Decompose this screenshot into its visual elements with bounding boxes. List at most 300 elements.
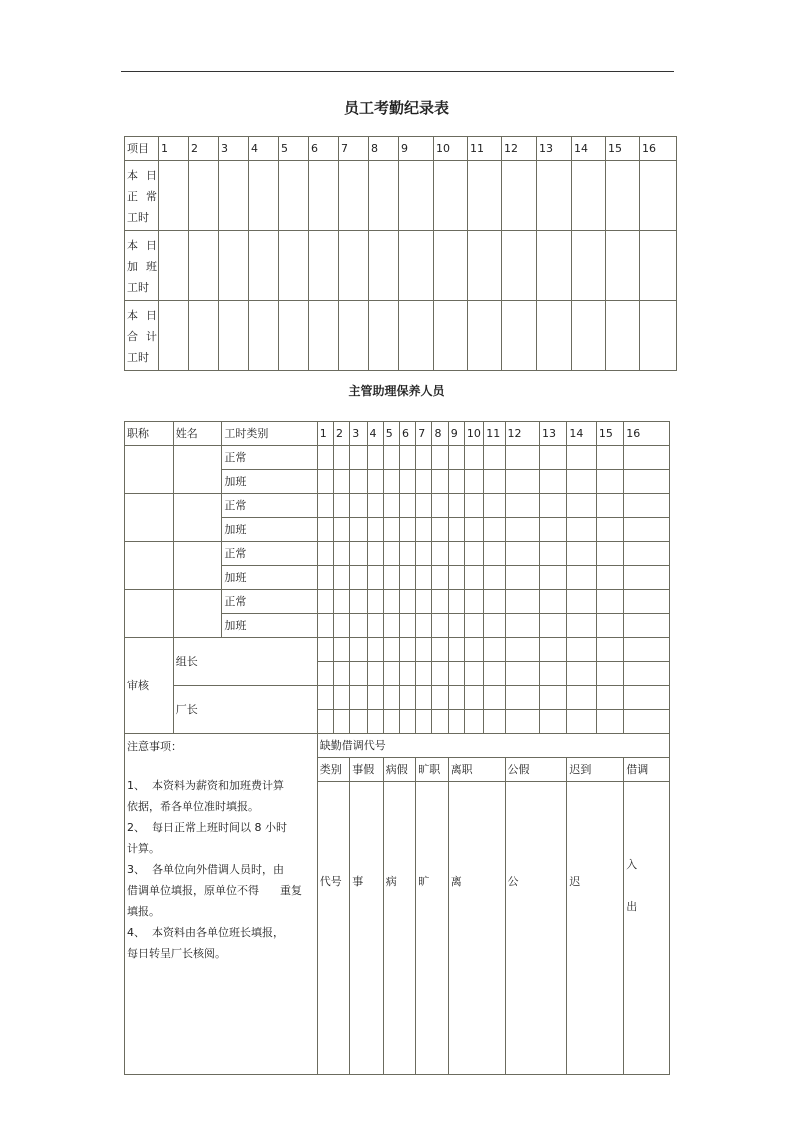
entry-cell[interactable] (383, 710, 399, 734)
entry-cell[interactable] (369, 161, 399, 231)
entry-cell[interactable] (505, 518, 540, 542)
entry-cell[interactable] (464, 662, 483, 686)
entry-cell[interactable] (572, 301, 606, 371)
entry-cell[interactable] (317, 470, 333, 494)
entry-cell[interactable] (350, 662, 367, 686)
entry-cell[interactable] (624, 710, 670, 734)
entry-cell[interactable] (249, 161, 279, 231)
entry-cell[interactable] (334, 686, 350, 710)
entry-cell[interactable] (432, 710, 448, 734)
entry-cell[interactable] (416, 566, 432, 590)
entry-cell[interactable] (159, 301, 189, 371)
entry-cell[interactable] (416, 470, 432, 494)
day-header: 8 (369, 137, 399, 161)
entry-cell[interactable] (350, 542, 367, 566)
entry-cell[interactable] (249, 231, 279, 301)
entry-cell[interactable] (464, 542, 483, 566)
entry-cell[interactable] (434, 231, 468, 301)
entry-cell[interactable] (309, 301, 339, 371)
entry-cell[interactable] (606, 231, 640, 301)
entry-cell[interactable] (624, 518, 670, 542)
type-normal: 正常 (222, 446, 317, 470)
entry-cell[interactable] (537, 161, 572, 231)
entry-cell[interactable] (367, 710, 383, 734)
entry-cell[interactable] (317, 638, 333, 662)
day-header: 10 (434, 137, 468, 161)
entry-cell[interactable] (317, 710, 333, 734)
entry-cell[interactable] (334, 446, 350, 470)
name-cell[interactable] (173, 446, 222, 494)
entry-cell[interactable] (596, 662, 623, 686)
entry-cell[interactable] (432, 446, 448, 470)
entry-cell[interactable] (624, 494, 670, 518)
entry-cell[interactable] (572, 161, 606, 231)
entry-cell[interactable] (505, 446, 540, 470)
entry-cell[interactable] (567, 590, 596, 614)
notes-heading: 注意事项： (127, 740, 182, 753)
entry-cell[interactable] (350, 710, 367, 734)
entry-cell[interactable] (567, 662, 596, 686)
entry-cell[interactable] (484, 542, 505, 566)
entry-cell[interactable] (464, 710, 483, 734)
entry-cell[interactable] (624, 542, 670, 566)
entry-cell[interactable] (567, 638, 596, 662)
entry-cell[interactable] (624, 686, 670, 710)
entry-cell[interactable] (567, 686, 596, 710)
title-cell[interactable] (125, 446, 174, 494)
entry-cell[interactable] (432, 614, 448, 638)
entry-cell[interactable] (432, 662, 448, 686)
entry-cell[interactable] (540, 542, 567, 566)
entry-cell[interactable] (502, 301, 537, 371)
entry-cell[interactable] (567, 710, 596, 734)
entry-cell[interactable] (350, 518, 367, 542)
entry-cell[interactable] (399, 686, 415, 710)
entry-cell[interactable] (505, 470, 540, 494)
entry-cell[interactable] (448, 446, 464, 470)
entry-cell[interactable] (567, 566, 596, 590)
header-name: 姓名 (173, 422, 222, 446)
entry-cell[interactable] (596, 494, 623, 518)
category-sick: 病假 (383, 758, 415, 782)
entry-cell[interactable] (624, 566, 670, 590)
title-cell[interactable] (125, 542, 174, 590)
entry-cell[interactable] (350, 566, 367, 590)
type-overtime: 加班 (222, 470, 317, 494)
type-overtime: 加班 (222, 566, 317, 590)
day-header: 16 (640, 137, 677, 161)
entry-cell[interactable] (484, 614, 505, 638)
notes-cell (125, 734, 318, 1075)
table-row (125, 301, 677, 371)
entry-cell[interactable] (505, 542, 540, 566)
entry-cell[interactable] (399, 662, 415, 686)
entry-cell[interactable] (464, 590, 483, 614)
entry-cell[interactable] (334, 662, 350, 686)
entry-cell[interactable] (399, 470, 415, 494)
header-title: 职称 (125, 422, 174, 446)
entry-cell[interactable] (416, 494, 432, 518)
table-row (125, 686, 670, 710)
type-normal: 正常 (222, 494, 317, 518)
entry-cell[interactable] (219, 231, 249, 301)
entry-cell[interactable] (367, 614, 383, 638)
day-header: 12 (502, 137, 537, 161)
entry-cell[interactable] (383, 638, 399, 662)
entry-cell[interactable] (383, 518, 399, 542)
entry-cell[interactable] (640, 231, 677, 301)
category-late: 迟到 (567, 758, 624, 782)
entry-cell[interactable] (334, 614, 350, 638)
entry-cell[interactable] (540, 638, 567, 662)
entry-cell[interactable] (367, 542, 383, 566)
entry-cell[interactable] (416, 686, 432, 710)
entry-cell[interactable] (505, 590, 540, 614)
title-cell[interactable] (125, 494, 174, 542)
note-line: 借调单位填报，原单位不得 重复 (127, 884, 302, 897)
entry-cell[interactable] (502, 161, 537, 231)
entry-cell[interactable] (159, 161, 189, 231)
entry-cell[interactable] (399, 446, 415, 470)
entry-cell[interactable] (540, 494, 567, 518)
entry-cell[interactable] (624, 590, 670, 614)
type-overtime: 加班 (222, 614, 317, 638)
entry-cell[interactable] (369, 301, 399, 371)
entry-cell[interactable] (383, 542, 399, 566)
entry-cell[interactable] (484, 710, 505, 734)
entry-cell[interactable] (640, 161, 677, 231)
table-row (125, 161, 677, 231)
entry-cell[interactable] (399, 638, 415, 662)
entry-cell[interactable] (339, 161, 369, 231)
entry-cell[interactable] (464, 494, 483, 518)
entry-cell[interactable] (279, 231, 309, 301)
entry-cell[interactable] (399, 494, 415, 518)
entry-cell[interactable] (189, 161, 219, 231)
category-leave: 事假 (350, 758, 383, 782)
entry-cell[interactable] (432, 590, 448, 614)
entry-cell[interactable] (249, 301, 279, 371)
row-label-line: 工时 (127, 351, 149, 364)
name-cell[interactable] (173, 494, 222, 542)
day-header: 3 (350, 422, 367, 446)
day-header: 2 (189, 137, 219, 161)
entry-cell[interactable] (596, 446, 623, 470)
name-cell[interactable] (173, 542, 222, 590)
entry-cell[interactable] (317, 590, 333, 614)
entry-cell[interactable] (416, 590, 432, 614)
entry-cell[interactable] (367, 446, 383, 470)
entry-cell[interactable] (448, 614, 464, 638)
entry-cell[interactable] (367, 590, 383, 614)
header-rule (121, 71, 674, 72)
entry-cell[interactable] (317, 494, 333, 518)
entry-cell[interactable] (596, 638, 623, 662)
entry-cell[interactable] (399, 301, 434, 371)
entry-cell[interactable] (350, 686, 367, 710)
day-header: 14 (572, 137, 606, 161)
entry-cell[interactable] (606, 301, 640, 371)
entry-cell[interactable] (317, 542, 333, 566)
entry-cell[interactable] (383, 614, 399, 638)
entry-cell[interactable] (159, 231, 189, 301)
entry-cell[interactable] (464, 470, 483, 494)
entry-cell[interactable] (624, 662, 670, 686)
entry-cell[interactable] (334, 542, 350, 566)
entry-cell[interactable] (399, 566, 415, 590)
entry-cell[interactable] (350, 614, 367, 638)
entry-cell[interactable] (624, 638, 670, 662)
entry-cell[interactable] (540, 590, 567, 614)
entry-cell[interactable] (448, 470, 464, 494)
entry-cell[interactable] (317, 518, 333, 542)
entry-cell[interactable] (464, 614, 483, 638)
entry-cell[interactable] (367, 686, 383, 710)
entry-cell[interactable] (432, 566, 448, 590)
entry-cell[interactable] (334, 710, 350, 734)
entry-cell[interactable] (505, 638, 540, 662)
entry-cell[interactable] (432, 686, 448, 710)
entry-cell[interactable] (505, 710, 540, 734)
entry-cell[interactable] (432, 542, 448, 566)
entry-cell[interactable] (448, 590, 464, 614)
entry-cell[interactable] (464, 446, 483, 470)
entry-cell[interactable] (464, 638, 483, 662)
entry-cell[interactable] (540, 710, 567, 734)
entry-cell[interactable] (399, 161, 434, 231)
entry-cell[interactable] (596, 710, 623, 734)
entry-cell[interactable] (572, 231, 606, 301)
day-header: 16 (624, 422, 670, 446)
entry-cell[interactable] (464, 686, 483, 710)
entry-cell[interactable] (383, 494, 399, 518)
entry-cell[interactable] (383, 686, 399, 710)
code-official: 公 (505, 782, 567, 1075)
entry-cell[interactable] (567, 614, 596, 638)
entry-cell[interactable] (505, 566, 540, 590)
entry-cell[interactable] (317, 662, 333, 686)
entry-cell[interactable] (383, 566, 399, 590)
entry-cell[interactable] (624, 470, 670, 494)
entry-cell[interactable] (416, 614, 432, 638)
title-cell[interactable] (125, 590, 174, 638)
day-header: 4 (249, 137, 279, 161)
day-header: 2 (334, 422, 350, 446)
day-header: 5 (383, 422, 399, 446)
entry-cell[interactable] (537, 231, 572, 301)
entry-cell[interactable] (350, 638, 367, 662)
note-line: 4、 本资料由各单位班长填报， (127, 926, 284, 939)
table-row (125, 446, 670, 470)
notes-list (127, 775, 315, 964)
entry-cell[interactable] (448, 566, 464, 590)
entry-cell[interactable] (334, 518, 350, 542)
entry-cell[interactable] (567, 470, 596, 494)
entry-cell[interactable] (448, 662, 464, 686)
note-line: 依据，希各单位准时填报。 (127, 800, 259, 813)
entry-cell[interactable] (434, 301, 468, 371)
entry-cell[interactable] (468, 301, 502, 371)
entry-cell[interactable] (484, 638, 505, 662)
entry-cell[interactable] (399, 518, 415, 542)
entry-cell[interactable] (334, 566, 350, 590)
entry-cell[interactable] (339, 301, 369, 371)
entry-cell[interactable] (540, 446, 567, 470)
entry-cell[interactable] (505, 614, 540, 638)
entry-cell[interactable] (416, 662, 432, 686)
entry-cell[interactable] (339, 231, 369, 301)
row-label-line: 合计 (127, 330, 157, 343)
entry-cell[interactable] (334, 638, 350, 662)
entry-cell[interactable] (540, 662, 567, 686)
day-header: 6 (399, 422, 415, 446)
entry-cell[interactable] (596, 470, 623, 494)
entry-cell[interactable] (567, 446, 596, 470)
day-header: 7 (339, 137, 369, 161)
row-label (125, 231, 159, 301)
category-official: 公假 (505, 758, 567, 782)
entry-cell[interactable] (383, 590, 399, 614)
name-cell[interactable] (173, 590, 222, 638)
entry-cell[interactable] (416, 542, 432, 566)
day-header: 4 (367, 422, 383, 446)
entry-cell[interactable] (317, 566, 333, 590)
entry-cell[interactable] (383, 470, 399, 494)
entry-cell[interactable] (189, 301, 219, 371)
entry-cell[interactable] (484, 494, 505, 518)
entry-cell[interactable] (540, 566, 567, 590)
entry-cell[interactable] (350, 590, 367, 614)
entry-cell[interactable] (367, 494, 383, 518)
entry-cell[interactable] (334, 470, 350, 494)
entry-cell[interactable] (484, 446, 505, 470)
entry-cell[interactable] (540, 686, 567, 710)
entry-cell[interactable] (317, 686, 333, 710)
entry-cell[interactable] (468, 161, 502, 231)
entry-cell[interactable] (448, 542, 464, 566)
entry-cell[interactable] (468, 231, 502, 301)
entry-cell[interactable] (596, 614, 623, 638)
entry-cell[interactable] (464, 566, 483, 590)
entry-cell[interactable] (484, 662, 505, 686)
entry-cell[interactable] (505, 686, 540, 710)
entry-cell[interactable] (416, 446, 432, 470)
row-label-line: 本日 (127, 309, 157, 322)
entry-cell[interactable] (596, 686, 623, 710)
entry-cell[interactable] (505, 662, 540, 686)
entry-cell[interactable] (505, 494, 540, 518)
entry-cell[interactable] (624, 446, 670, 470)
entry-cell[interactable] (279, 301, 309, 371)
entry-cell[interactable] (432, 470, 448, 494)
entry-cell[interactable] (448, 638, 464, 662)
entry-cell[interactable] (334, 590, 350, 614)
entry-cell[interactable] (367, 566, 383, 590)
entry-cell[interactable] (416, 710, 432, 734)
entry-cell[interactable] (464, 518, 483, 542)
entry-cell[interactable] (596, 566, 623, 590)
day-header: 15 (596, 422, 623, 446)
entry-cell[interactable] (367, 518, 383, 542)
entry-cell[interactable] (540, 470, 567, 494)
entry-cell[interactable] (309, 161, 339, 231)
entry-cell[interactable] (219, 161, 249, 231)
entry-cell[interactable] (317, 446, 333, 470)
day-header: 5 (279, 137, 309, 161)
entry-cell[interactable] (367, 638, 383, 662)
entry-cell[interactable] (369, 231, 399, 301)
entry-cell[interactable] (367, 662, 383, 686)
entry-cell[interactable] (334, 494, 350, 518)
entry-cell[interactable] (448, 686, 464, 710)
entry-cell[interactable] (567, 542, 596, 566)
entry-cell[interactable] (383, 662, 399, 686)
entry-cell[interactable] (416, 638, 432, 662)
entry-cell[interactable] (484, 590, 505, 614)
day-header: 12 (505, 422, 540, 446)
entry-cell[interactable] (596, 542, 623, 566)
entry-cell[interactable] (399, 590, 415, 614)
entry-cell[interactable] (484, 566, 505, 590)
entry-cell[interactable] (279, 161, 309, 231)
note-line: 1、 本资料为薪资和加班费计算 (127, 779, 284, 792)
entry-cell[interactable] (416, 518, 432, 542)
entry-cell[interactable] (624, 614, 670, 638)
code-resign: 离 (448, 782, 505, 1075)
day-header: 6 (309, 137, 339, 161)
entry-cell[interactable] (367, 470, 383, 494)
entry-cell[interactable] (432, 638, 448, 662)
entry-cell[interactable] (434, 161, 468, 231)
entry-cell[interactable] (350, 446, 367, 470)
row-label-line: 工时 (127, 281, 149, 294)
entry-cell[interactable] (448, 494, 464, 518)
entry-cell[interactable] (567, 494, 596, 518)
entry-cell[interactable] (484, 518, 505, 542)
entry-cell[interactable] (540, 614, 567, 638)
entry-cell[interactable] (383, 446, 399, 470)
entry-cell[interactable] (219, 301, 249, 371)
entry-cell[interactable] (502, 231, 537, 301)
entry-cell[interactable] (399, 710, 415, 734)
entry-cell[interactable] (399, 614, 415, 638)
category-transfer: 借调 (624, 758, 670, 782)
section-title: 主管助理保养人员 (348, 384, 445, 398)
entry-cell[interactable] (350, 470, 367, 494)
entry-cell[interactable] (596, 518, 623, 542)
entry-cell[interactable] (432, 494, 448, 518)
entry-cell[interactable] (596, 590, 623, 614)
row-label-line: 工时 (127, 211, 149, 224)
entry-cell[interactable] (606, 161, 640, 231)
entry-cell[interactable] (484, 470, 505, 494)
entry-cell[interactable] (484, 686, 505, 710)
entry-cell[interactable] (317, 614, 333, 638)
entry-cell[interactable] (350, 494, 367, 518)
entry-cell[interactable] (189, 231, 219, 301)
entry-cell[interactable] (540, 518, 567, 542)
entry-cell[interactable] (399, 542, 415, 566)
entry-cell[interactable] (567, 518, 596, 542)
code-leave: 事 (350, 782, 383, 1075)
entry-cell[interactable] (309, 231, 339, 301)
entry-cell[interactable] (448, 518, 464, 542)
entry-cell[interactable] (432, 518, 448, 542)
entry-cell[interactable] (640, 301, 677, 371)
entry-cell[interactable] (399, 231, 434, 301)
entry-cell[interactable] (537, 301, 572, 371)
entry-cell[interactable] (448, 710, 464, 734)
